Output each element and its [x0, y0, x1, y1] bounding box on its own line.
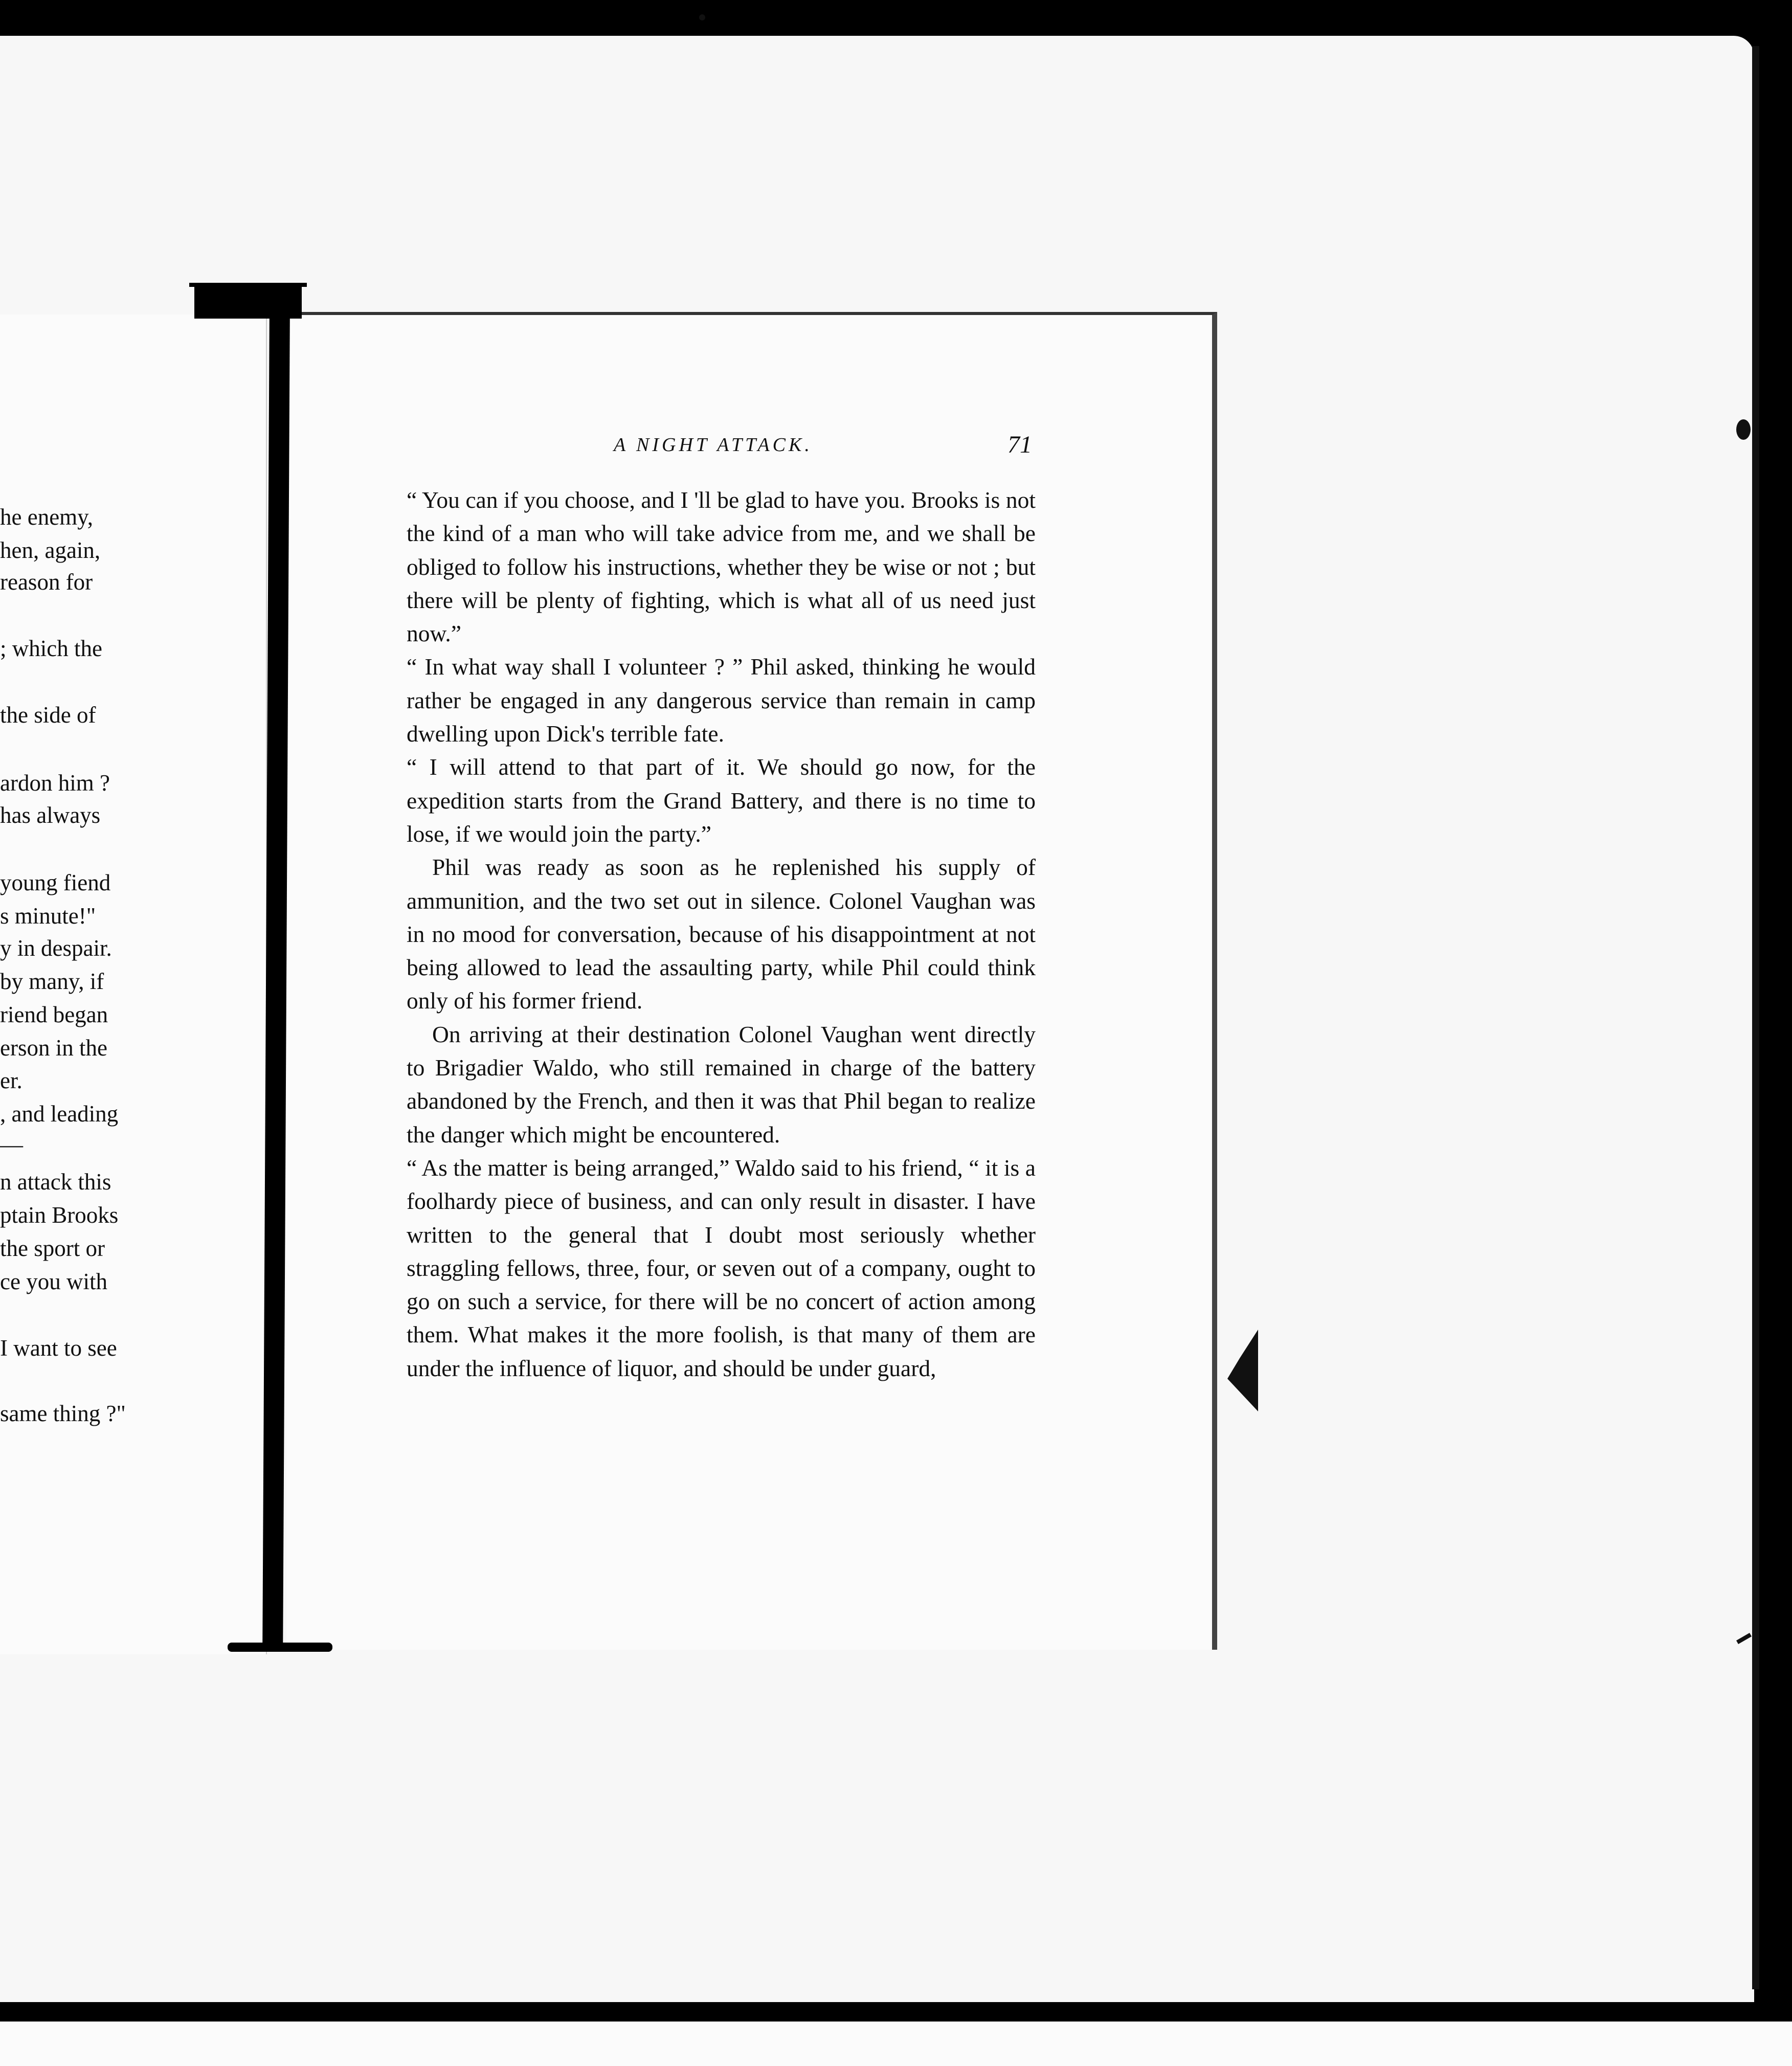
paragraph: “ As the matter is being arranged,” Waldo said to his friend, “ it is a foolhardy piece of business, and can only result in disaster. I have written to the general that I doubt most seriously whether straggling fellows, three, four, or seven out of a company, ought to go on such a service, for there will be no concert of action among them. What makes it the more foolish, is that many of them are under the influence of liquor, and should be under guard,	[407, 1154, 1036, 1381]
left-line: hen, again,	[0, 537, 101, 563]
left-line: —	[0, 1132, 23, 1157]
paragraph: “ You can if you choose, and I 'll be glad to have you. Brooks is not the kind of a man who will take advice from me, and we shall be obliged to follow his instructions, whether they be wise or not ; but there will be plenty of fighting, which is what all of us need just now.”	[407, 487, 1036, 647]
page-body	[407, 483, 1036, 1385]
left-page-text	[0, 491, 153, 1488]
paragraph: On arriving at their destination Colonel Vaughan went directly to Brigadier Waldo, who still remained in charge of the battery abandoned by the French, and then it was that Phil began to realize the danger which might be encountered.	[407, 1021, 1036, 1148]
left-line: by many, if	[0, 969, 104, 994]
scan-margin-bottom	[0, 2022, 1792, 2066]
left-line: same thing ?"	[0, 1401, 126, 1426]
left-line: y in despair.	[0, 935, 112, 961]
binding-clip-bottom	[228, 1643, 332, 1652]
left-line: young fiend	[0, 870, 111, 895]
left-line: ce you with	[0, 1269, 107, 1294]
running-head: A NIGHT ATTACK.	[614, 434, 813, 456]
paragraph: “ I will attend to that part of it. We should go now, for the expedition starts from the Grand Battery, and there is no time to lose, if we would join the party.”	[407, 754, 1036, 847]
left-line: has always	[0, 802, 101, 828]
paragraph: Phil was ready as soon as he replenished his supply of ammunition, and the two set out in silence. Colonel Vaughan was in no mood for conversation, because of his disappointment at not being allowed to lead the assaulting party, while Phil could think only of his former friend.	[407, 854, 1036, 1014]
left-line: er.	[0, 1068, 23, 1093]
left-line: , and leading	[0, 1101, 119, 1127]
binding-clip-top	[194, 283, 302, 319]
left-line: erson in the	[0, 1035, 107, 1061]
scan-border-bottom	[0, 2012, 1792, 2022]
left-line: the sport or	[0, 1236, 105, 1261]
left-line: reason for	[0, 569, 93, 595]
paragraph: “ In what way shall I volunteer ? ” Phil asked, thinking he would rather be engaged in any dangerous service than remain in camp dwelling upon Dick's terrible fate.	[407, 654, 1036, 747]
left-line: s minute!"	[0, 903, 96, 929]
page-number: 71	[1007, 431, 1032, 458]
left-line: ardon him ?	[0, 770, 110, 796]
left-line: ; which the	[0, 636, 102, 661]
scan-speck	[699, 14, 705, 20]
scan-speck	[1736, 419, 1751, 440]
left-line: I want to see	[0, 1335, 117, 1361]
left-line: the side of	[0, 702, 96, 728]
left-line: riend began	[0, 1002, 108, 1027]
left-line: he enemy,	[0, 504, 93, 530]
left-line: n attack this	[0, 1169, 111, 1195]
left-line: ptain Brooks	[0, 1202, 119, 1228]
